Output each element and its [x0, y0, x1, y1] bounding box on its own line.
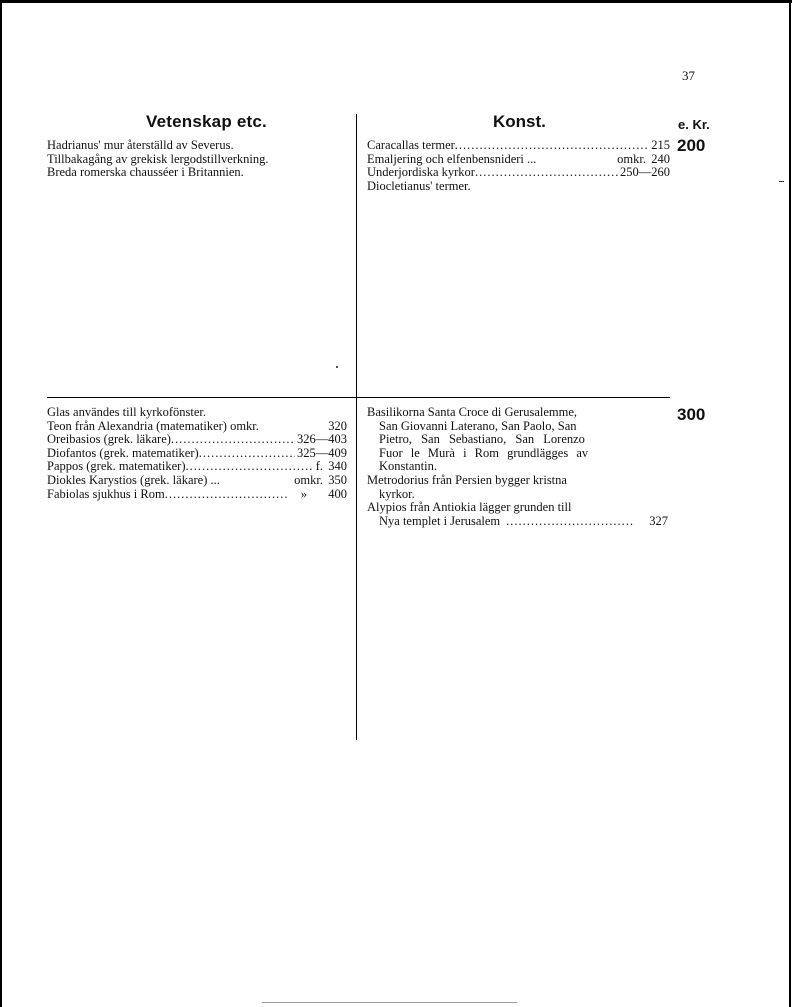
column-divider	[356, 114, 357, 740]
vetenskap-300-entry	[47, 460, 347, 474]
konst-200-entry	[367, 153, 670, 167]
entry-label: Underjordiska kyrkor	[367, 165, 475, 180]
konst-300-entry-cont: kyrkor.	[379, 486, 415, 501]
konst-300-entry-first: Metrodorius från Persien bygger kristna	[367, 472, 567, 487]
century-300: 300	[677, 405, 706, 424]
entry-year: 400	[328, 486, 347, 501]
konst-300-entry-cont: Fuor le Murà i Rom grundlägges av	[379, 445, 589, 460]
century-200: 200	[677, 136, 706, 155]
vetenskap-300-entry	[47, 420, 347, 434]
vetenskap-200-item: Hadrianus' mur återställd av Severus.	[47, 138, 234, 152]
konst-200-entry	[367, 166, 670, 180]
entry-label: Oreibasios (grek. läkare)	[47, 432, 171, 447]
entry-label: Diokles Karystios (grek. läkare) ...	[47, 472, 220, 487]
dot-leader	[475, 166, 618, 180]
konst-200-entry	[367, 180, 670, 194]
page-right-border	[789, 0, 791, 1007]
vetenskap-300-list	[47, 406, 347, 501]
entry-label: Diofantos (grek. matematiker)	[47, 445, 199, 460]
konst-300-entry-first: Basilikorna Santa Croce di Gerusalemme,	[367, 405, 578, 419]
bottom-rule	[262, 1002, 517, 1003]
print-speck	[336, 366, 338, 368]
dot-leader	[171, 433, 295, 447]
entry-qualifier: f.	[315, 459, 323, 474]
vetenskap-300-entry	[47, 406, 347, 420]
entry-year: 340	[328, 459, 347, 474]
heading-era: e. Kr.	[678, 117, 710, 132]
entry-year: 240	[651, 151, 670, 166]
dot-leader	[186, 460, 314, 474]
dot-leader	[199, 447, 295, 461]
dot-leader	[455, 139, 649, 153]
konst-300-entry-cont: San Giovanni Laterano, San Paolo, San	[379, 418, 577, 433]
entry-label: Glas användes till kyrkofönster.	[47, 405, 206, 419]
century-divider	[47, 397, 670, 398]
entry-year: 350	[328, 472, 347, 487]
entry-label: Fabiolas sjukhus i Rom	[47, 486, 165, 501]
konst-200-entry	[367, 139, 670, 153]
dot-leader	[506, 515, 635, 529]
vetenskap-300-entry	[47, 447, 347, 461]
page-left-border	[0, 0, 2, 1007]
vetenskap-200-item: Tillbakagång av grekisk lergodstillverkning.	[47, 151, 269, 166]
konst-300-list	[367, 406, 668, 528]
entry-year: 215	[651, 138, 670, 152]
entry-label: Nya templet i Jerusalem	[379, 513, 501, 528]
entry-qualifier: »	[300, 486, 307, 501]
vetenskap-200-item: Breda romerska chausséer i Britannien.	[47, 165, 244, 180]
konst-200-list	[367, 139, 670, 193]
entry-qualifier: omkr.	[294, 472, 323, 487]
heading-konst: Konst.	[493, 112, 546, 131]
entry-year: 250—260	[620, 165, 670, 180]
vetenskap-300-entry	[47, 488, 347, 502]
entry-label: Pappos (grek. matematiker)	[47, 459, 186, 474]
heading-vetenskap: Vetenskap etc.	[146, 112, 267, 131]
entry-year: 326—403	[297, 432, 347, 447]
entry-label: Diocletianus' termer.	[367, 178, 471, 193]
page-top-border	[0, 0, 792, 3]
entry-year: 327	[649, 513, 668, 528]
vetenskap-300-entry	[47, 433, 347, 447]
page-number: 37	[682, 68, 695, 83]
konst-300-entry-cont: Pietro, San Sebastiano, San Lorenzo	[379, 432, 585, 447]
entry-label: Caracallas termer	[367, 138, 455, 152]
konst-300-entry-cont	[367, 515, 668, 529]
konst-300-entry-first: Alypios från Antiokia lägger grunden till	[367, 500, 572, 515]
entry-label: Emaljering och elfenbensnideri ...	[367, 151, 537, 166]
vetenskap-300-entry	[47, 474, 347, 488]
konst-300-entry-cont: Konstantin.	[379, 459, 437, 474]
entry-label: Teon från Alexandria (matematiker) omkr.	[47, 418, 259, 433]
margin-mark	[779, 181, 784, 182]
vetenskap-200-list	[47, 139, 347, 180]
entry-year: 320	[328, 418, 347, 433]
entry-year: 325—409	[297, 445, 347, 460]
entry-qualifier: omkr.	[617, 151, 646, 166]
dot-leader	[165, 488, 287, 502]
